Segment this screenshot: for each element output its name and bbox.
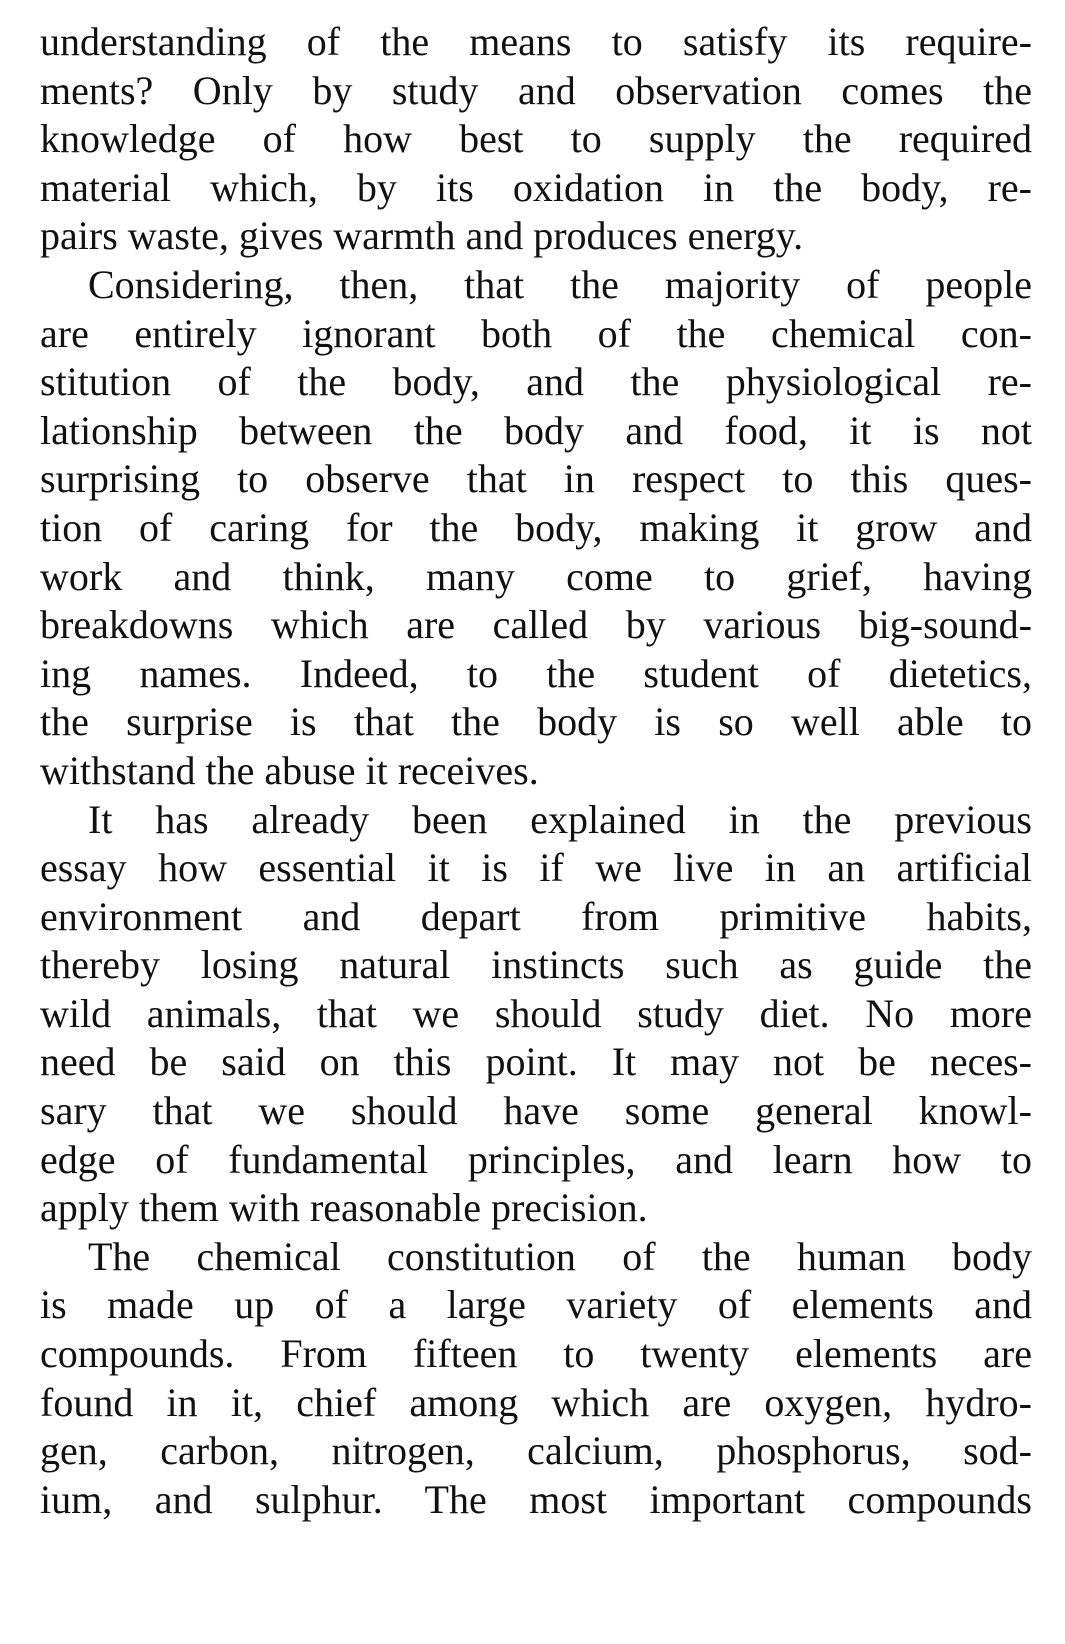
paragraph-3 xyxy=(40,796,1032,1233)
text-line: gen, carbon, nitrogen, calcium, phosphorus, sod- xyxy=(40,1428,1032,1474)
text-line: material which, by its oxidation in the body, re- xyxy=(40,164,1032,210)
text-line: ing names. Indeed, to the student of dietetics, xyxy=(40,650,1032,696)
text-line: sary that we should have some general knowl- xyxy=(40,1088,1032,1134)
text-line: found in it, chief among which are oxygen, hydro- xyxy=(40,1379,1032,1425)
text-line: The chemical constitution of the human body xyxy=(88,1233,1032,1279)
text-line: pairs waste, gives warmth and produces energy. xyxy=(40,213,804,259)
text-line: knowledge of how best to supply the required xyxy=(40,116,1032,162)
document-page xyxy=(40,18,1032,1524)
paragraph-2 xyxy=(40,261,1032,796)
text-line: withstand the abuse it receives. xyxy=(40,747,539,793)
text-line: wild animals, that we should study diet. No more xyxy=(40,990,1032,1036)
text-line: the surprise is that the body is so well able to xyxy=(40,699,1032,745)
text-line: stitution of the body, and the physiological re- xyxy=(40,359,1032,405)
text-line: ments? Only by study and observation comes the xyxy=(40,67,1032,113)
text-line: edge of fundamental principles, and learn how to xyxy=(40,1136,1032,1182)
text-line: compounds. From fifteen to twenty elements are xyxy=(40,1331,1032,1377)
paragraph-4 xyxy=(40,1233,1032,1525)
text-line: are entirely ignorant both of the chemical con- xyxy=(40,310,1032,356)
text-line: lationship between the body and food, it is not xyxy=(40,407,1032,453)
text-line: apply them with reasonable precision. xyxy=(40,1185,648,1231)
text-line: is made up of a large variety of elements and xyxy=(40,1282,1032,1328)
text-line: Considering, then, that the majority of people xyxy=(88,261,1032,307)
text-line: thereby losing natural instincts such as guide the xyxy=(40,942,1032,988)
text-line: breakdowns which are called by various big-sound- xyxy=(40,602,1032,648)
text-line: work and think, many come to grief, having xyxy=(40,553,1032,599)
text-line: understanding of the means to satisfy its require- xyxy=(40,19,1032,64)
text-line: ium, and sulphur. The most important compounds xyxy=(40,1476,1032,1522)
text-line: tion of caring for the body, making it grow and xyxy=(40,504,1032,550)
text-line: environment and depart from primitive habits, xyxy=(40,893,1032,939)
paragraph-1 xyxy=(40,18,1032,261)
text-line: surprising to observe that in respect to this ques- xyxy=(40,456,1032,502)
text-line: It has already been explained in the previous xyxy=(88,796,1032,842)
text-line: need be said on this point. It may not be neces- xyxy=(40,1039,1032,1085)
text-line: essay how essential it is if we live in an artificial xyxy=(40,845,1032,891)
